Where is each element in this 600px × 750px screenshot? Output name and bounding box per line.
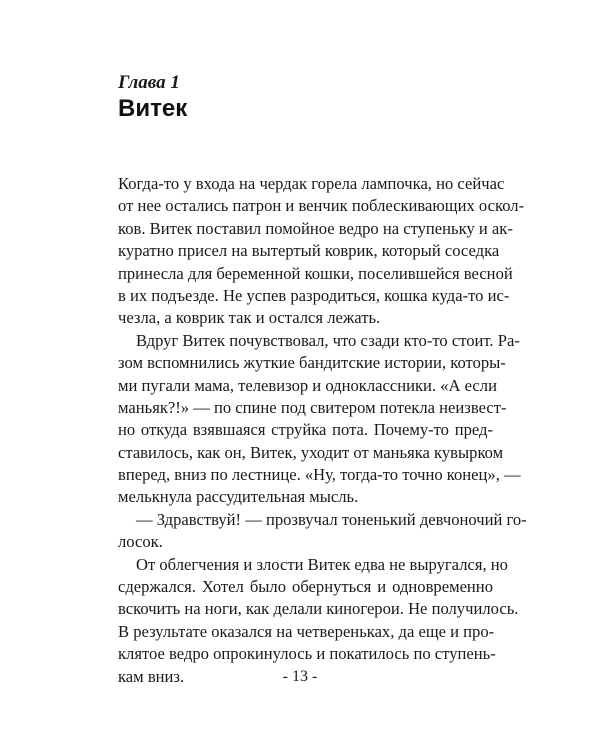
text-line: ми пугали мама, телевизор и одноклассники. «А если: [118, 375, 497, 395]
text-line: куратно присел на вытертый коврик, который соседка: [118, 241, 500, 261]
text-line: вперед, вниз по лестнице. «Ну, тогда-то точно конец», —: [118, 465, 521, 485]
text-line: но откуда взявшаяся струйка пота. Почему-то пред-: [118, 420, 493, 440]
text-line: мелькнула рассудительная мысль.: [118, 487, 359, 507]
body-text: [118, 173, 527, 688]
text-line: В результате оказался на четвереньках, да еще и про-: [118, 621, 495, 641]
page-number: - 13 -: [282, 668, 318, 685]
text-line: маньяк?!» — по спине под свитером потекла неизвест-: [118, 397, 507, 417]
text-line: клятое ведро опрокинулось и покатилось по ступень-: [118, 644, 496, 664]
text-line: От облегчения и злости Витек едва не выругался, но: [136, 554, 508, 574]
text-line: Вдруг Витек почувствовал, что сзади кто-то стоит. Ра-: [136, 330, 520, 350]
text-line: кам вниз.: [118, 666, 185, 686]
chapter-title: Витек: [118, 95, 188, 122]
chapter-label: Глава 1: [118, 72, 180, 93]
text-line: ставилось, как он, Витек, уходит от маньяка кувырком: [118, 442, 504, 462]
text-line: чезла, а коврик так и остался лежать.: [118, 308, 381, 328]
text-line: вскочить на ноги, как делали киногерои. Не получилось.: [118, 599, 519, 619]
text-line: ков. Витек поставил помойное ведро на ступеньку и ак-: [118, 218, 513, 238]
text-line: — Здравствуй! — прозвучал тоненький девчоночий го-: [136, 509, 527, 529]
text-line: лосок.: [118, 532, 163, 552]
text-line: зом вспомнились жуткие бандитские истории, которы-: [118, 353, 506, 373]
text-line: принесла для беременной кошки, поселившейся весной: [118, 263, 513, 283]
text-line: в их подъезде. Не успев разродиться, кошка куда-то ис-: [118, 285, 510, 305]
text-line: Когда-то у входа на чердак горела лампочка, но сейчас: [118, 174, 505, 193]
text-line: от нее остались патрон и венчик поблескивающих оскол-: [118, 196, 525, 216]
text-line: сдержался. Хотел было обернуться и одновременно: [118, 577, 493, 597]
